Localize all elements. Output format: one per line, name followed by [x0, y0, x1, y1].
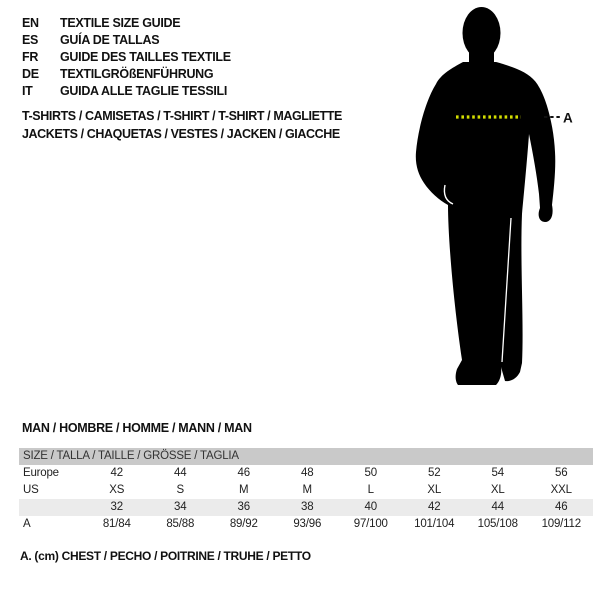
table-row-chest-a — [19, 516, 593, 533]
row-label: US — [23, 484, 39, 496]
table-row-us — [19, 482, 593, 499]
table-row-europe — [19, 465, 593, 482]
table-cell: 40 — [364, 501, 377, 513]
table-cell: 42 — [110, 467, 123, 479]
table-cell: XL — [427, 484, 442, 496]
language-row — [22, 32, 231, 49]
measure-footnote: A. (cm) CHEST / PECHO / POITRINE / TRUHE / PETTO — [20, 549, 311, 563]
row-label — [19, 499, 85, 516]
table-cell: XS — [109, 484, 125, 496]
table-cell: 38 — [301, 501, 314, 513]
table-cell: M — [302, 484, 312, 496]
language-title: GUIDA ALLE TAGLIE TESSILI — [60, 84, 228, 98]
language-title: GUIDE DES TAILLES TEXTILE — [60, 50, 231, 64]
table-cell: 44 — [491, 501, 504, 513]
table-cell: M — [239, 484, 249, 496]
table-cell: L — [367, 484, 374, 496]
table-cell: 34 — [174, 501, 187, 513]
table-cell: 36 — [237, 501, 250, 513]
language-code: IT — [22, 84, 33, 98]
table-cell: 48 — [301, 467, 314, 479]
table-cell: 89/92 — [229, 518, 258, 530]
table-cell: 93/96 — [293, 518, 322, 530]
table-cell: 52 — [428, 467, 441, 479]
language-row — [22, 66, 231, 83]
table-cell: 105/108 — [477, 518, 518, 530]
language-list — [22, 15, 231, 100]
language-code: FR — [22, 50, 39, 64]
man-silhouette — [416, 7, 555, 385]
row-label: Europe — [23, 467, 59, 479]
garment-categories — [22, 107, 342, 143]
table-cell: 46 — [555, 501, 568, 513]
table-cell: 101/104 — [414, 518, 455, 530]
table-cell: 85/88 — [166, 518, 195, 530]
table-cell: 54 — [491, 467, 504, 479]
table-cell: 46 — [237, 467, 250, 479]
table-cell: XXL — [550, 484, 572, 496]
row-label: A — [23, 518, 31, 530]
language-title: TEXTILGRÖßENFÜHRUNG — [60, 67, 214, 81]
section-title: MAN / HOMBRE / HOMME / MANN / MAN — [22, 421, 252, 435]
category-line-tshirts: T-SHIRTS / CAMISETAS / T-SHIRT / T-SHIRT / MAGLIETTE — [22, 109, 342, 123]
language-row — [22, 49, 231, 66]
language-code: DE — [22, 67, 39, 81]
size-table-header: SIZE / TALLA / TAILLE / GRÖSSE / TAGLIA — [19, 448, 593, 465]
measure-label-a: A — [563, 110, 573, 126]
table-cell: 109/112 — [541, 518, 581, 530]
table-cell: XL — [490, 484, 505, 496]
table-cell: 97/100 — [353, 518, 388, 530]
table-cell: S — [176, 484, 184, 496]
category-line-jackets: JACKETS / CHAQUETAS / VESTES / JACKEN / GIACCHE — [22, 127, 340, 141]
table-cell: 56 — [555, 467, 568, 479]
table-cell: 44 — [174, 467, 187, 479]
table-cell: 32 — [110, 501, 123, 513]
language-title: GUÍA DE TALLAS — [60, 33, 160, 47]
table-row-numeric — [19, 499, 593, 516]
language-code: ES — [22, 33, 39, 47]
table-cell: 42 — [428, 501, 441, 513]
table-cell: 50 — [364, 467, 377, 479]
language-title: TEXTILE SIZE GUIDE — [60, 16, 181, 30]
language-row — [22, 15, 231, 32]
man-silhouette-figure — [408, 4, 573, 404]
language-row — [22, 83, 231, 100]
language-code: EN — [22, 16, 39, 30]
size-table — [19, 448, 593, 533]
table-cell: 81/84 — [102, 518, 131, 530]
